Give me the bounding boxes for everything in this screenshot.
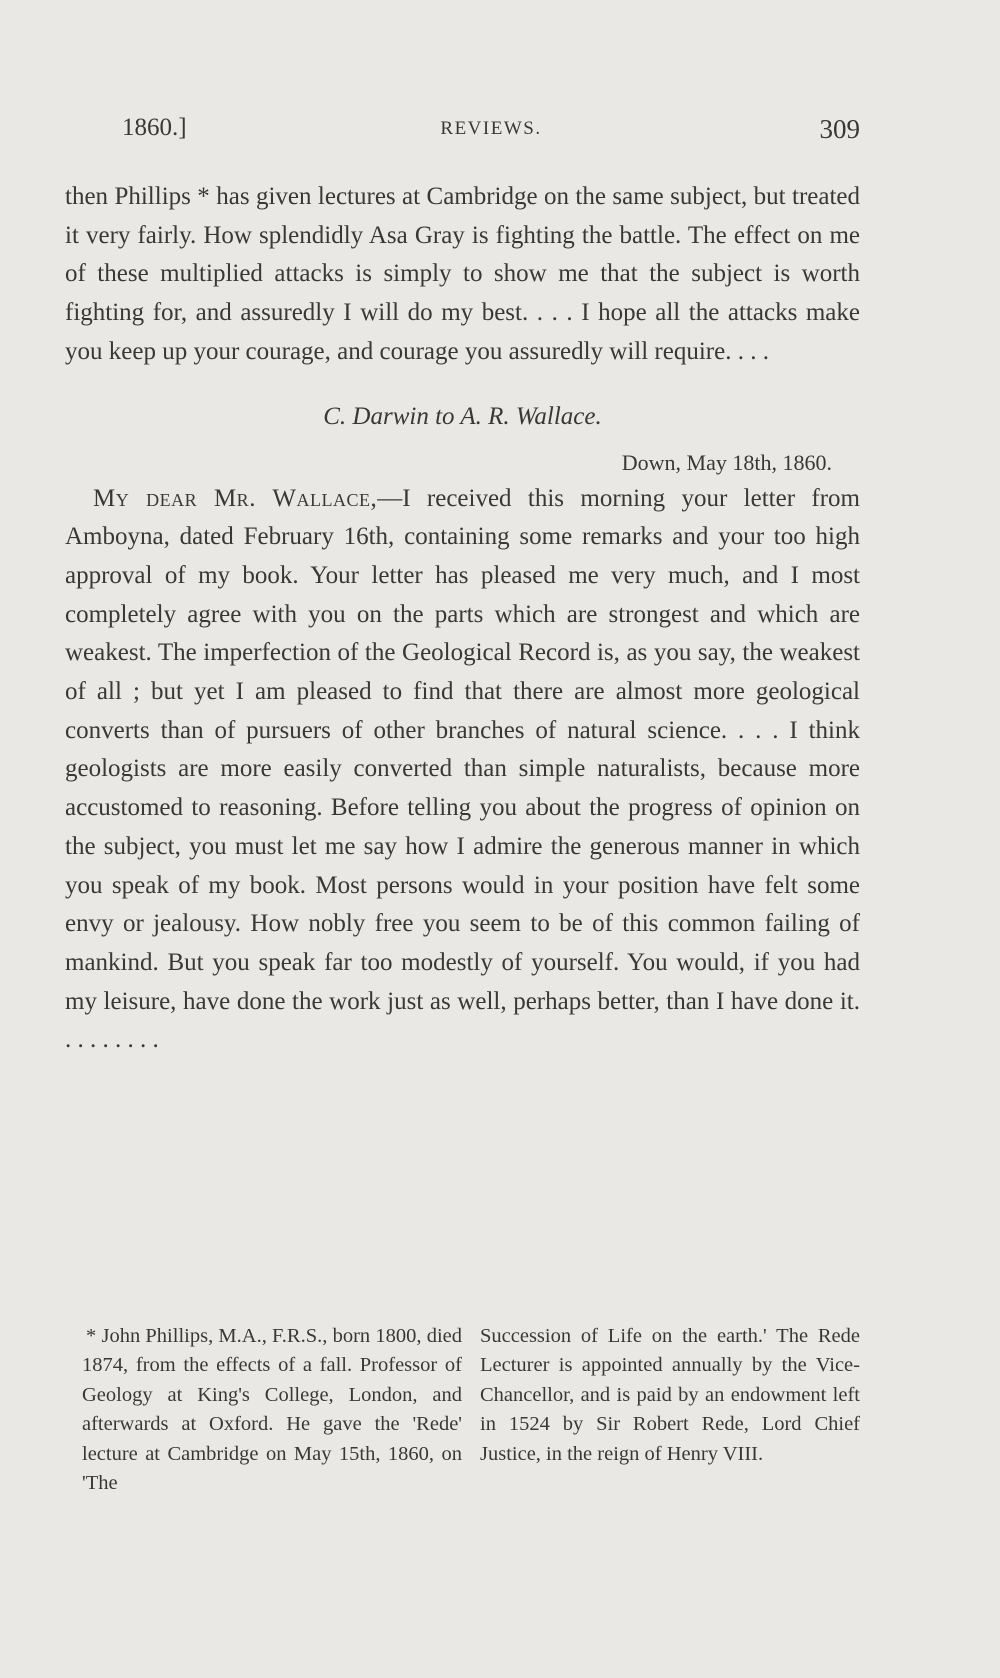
footnote-column-right (480, 1322, 860, 1498)
footnote-text-left: John Phillips, M.A., F.R.S., born 1800, died 1874, from the effects of a fall. Professor of Geology at King's College, London, and afterwards at Oxford. He gave the 'Rede' lecture at Cambridge on May 15th, 1860, on 'The (82, 1325, 462, 1495)
letter-salutation: My dear Mr. Wallace, (93, 484, 378, 512)
paragraph-1-rest: has given lectures at Cambridge on the same subject, but treated it very fairly. How splendidly Asa Gray is fighting the battle. The effect on me of these multiplied attacks is simply to show me that the subject is worth fighting for, and assuredly I will do my best. . . . I hope all the attacks make you keep up your courage, and courage you assuredly will require. . . . (65, 183, 861, 365)
paragraph-1-start: then Phillips (65, 183, 191, 210)
footnote-section (82, 1322, 860, 1498)
letter-text: —I received this morning your letter from Amboyna, dated February 16th, containing some remarks and your too high approval of my book. Your letter has pleased me very much, and I most completely agree with you on the parts which are strongest and which are weakest. The imperfection of the Geological Record is, as you say, the weakest of all ; but yet I am pleased to find that there are almost more geological converts than of pursuers of other branches of natural science. . . . I think geologists are more easily converted than simple naturalists, because more accustomed to reasoning. Before telling you about the progress of opinion on the subject, you must let me say how I admire the generous manner in which you speak of my book. Most persons would in your position have felt some envy or jealousy. How nobly free you seem to be of this common failing of mankind. But you speak far too modestly of yourself. You would, if you had my leisure, have done the work just as well, perhaps better, than I have done it. . . . . . . . . (65, 484, 860, 1054)
footnote-text-right: Succession of Life on the earth.' The Rede Lecturer is appointed annually by the Vice-Chancellor, and is paid by an endowment left in 1524 by Sir Robert Rede, Lord Chief Justice, in the reign of Henry VIII. (480, 1325, 860, 1465)
running-header (122, 114, 860, 150)
footnote-column-left (82, 1322, 462, 1498)
footnote-reference: * (197, 183, 210, 210)
page-body (65, 178, 860, 1060)
letter-paragraph (65, 480, 860, 1061)
paragraph-continuation (65, 178, 860, 372)
header-year: 1860.] (122, 114, 187, 141)
letter-heading: C. Darwin to A. R. Wallace. (323, 402, 602, 430)
header-section-title: REVIEWS. (440, 118, 542, 139)
letter-dateline: Down, May 18th, 1860. (621, 449, 832, 475)
page-number: 309 (819, 114, 860, 144)
footnote-marker: * (86, 1325, 97, 1347)
